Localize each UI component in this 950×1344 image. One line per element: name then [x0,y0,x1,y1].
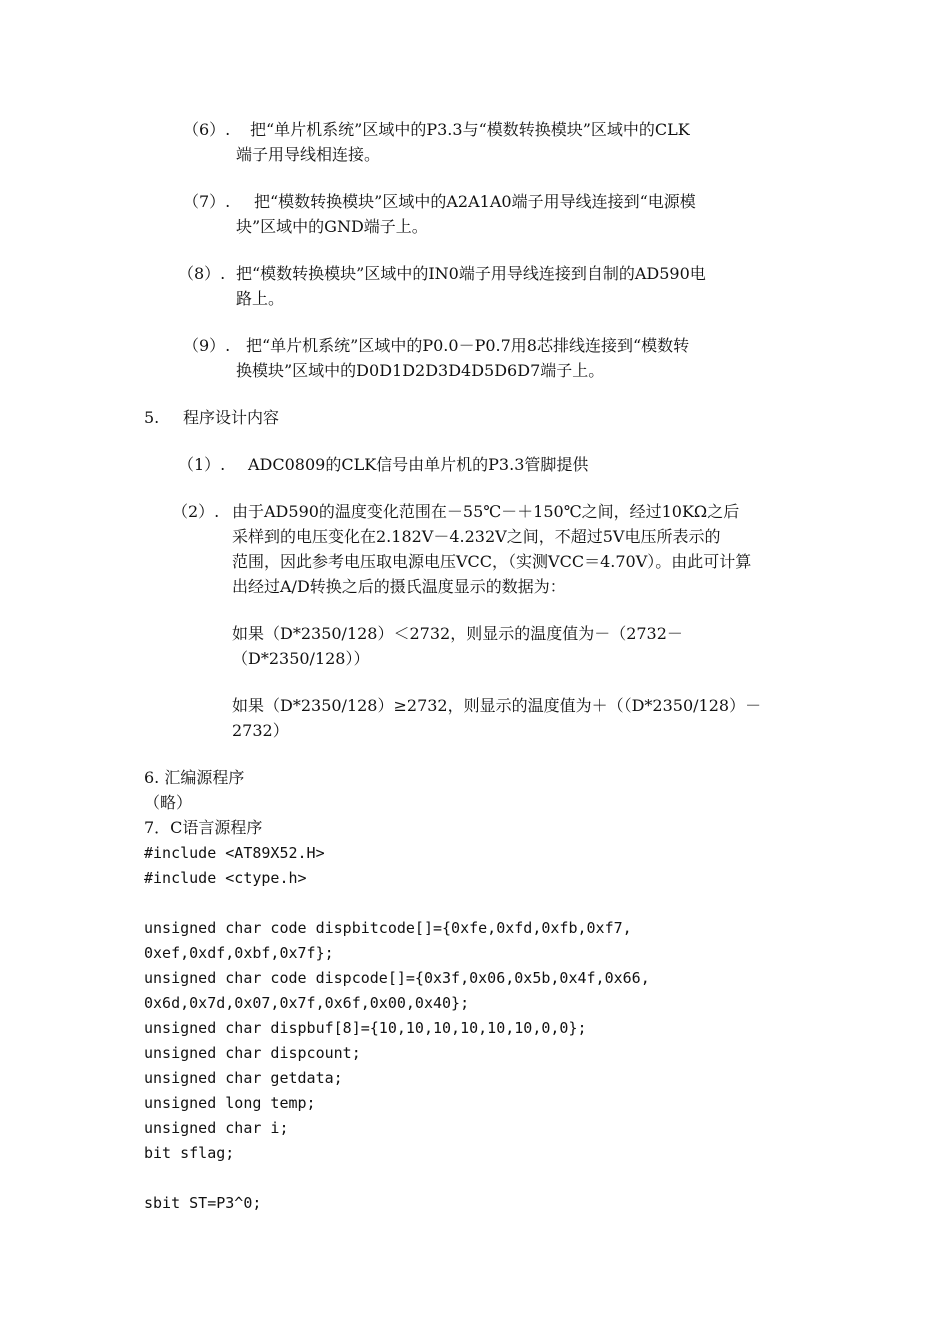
formula-1-line-2: （D*2350/128）） [232,649,370,668]
item-2-line-1: 由于AD590的温度变化范围在－55℃－＋150℃之间，经过10KΩ之后 [232,502,740,521]
section-6-note: （略） [144,793,193,812]
code-line: #include <AT89X52.H> [144,844,325,862]
code-line: unsigned long temp; [144,1094,316,1112]
code-line: 0x6d,0x7d,0x07,0x7f,0x6f,0x00,0x40}; [144,994,470,1012]
step-8-number: （8）. [178,264,226,283]
code-line: unsigned char getdata; [144,1069,343,1087]
step-6-line-2: 端子用导线相连接。 [236,145,381,164]
formula-2-line-1: 如果（D*2350/128）≥2732，则显示的温度值为＋（（D*2350/128）－ [232,696,762,715]
section-5-title: 程序设计内容 [183,408,280,427]
step-9-line-1: 把“单片机系统”区域中的P0.0－P0.7用8芯排线连接到“模数转 [246,336,690,355]
step-9-line-2: 换模块”区域中的D0D1D2D3D4D5D6D7端子上。 [236,361,605,380]
item-2-line-4: 出经过A/D转换之后的摄氏温度显示的数据为： [232,577,566,596]
step-7-line-2: 块”区域中的GND端子上。 [236,217,428,236]
item-2-number: （2）. [172,502,220,521]
code-line: 0xef,0xdf,0xbf,0x7f}; [144,944,334,962]
step-8-line-2: 路上。 [236,289,285,308]
code-line: unsigned char code dispbitcode[]={0xfe,0xfd,0xfb,0xf7, [144,919,632,937]
section-7-title: 7．C语言源程序 [144,818,263,837]
item-2-line-3: 范围，因此参考电压取电源电压VCC，（实测VCC＝4.70V）。由此可计算 [232,552,752,571]
code-line: #include <ctype.h> [144,869,307,887]
formula-1-line-1: 如果（D*2350/128）＜2732，则显示的温度值为－（2732－ [232,624,683,643]
formula-2-line-2: 2732） [232,721,289,740]
section-5-number: 5. [144,408,160,427]
item-1-number: （1）. [178,455,226,474]
step-6-line-1: 把“单片机系统”区域中的P3.3与“模数转换模块”区域中的CLK [250,120,690,139]
item-2-line-2: 采样到的电压变化在2.182V－4.232V之间，不超过5V电压所表示的 [232,527,721,546]
code-line: bit sflag; [144,1144,235,1162]
step-6-number: （6）. [183,120,231,139]
item-1-text: ADC0809的CLK信号由单片机的P3.3管脚提供 [248,455,589,474]
section-6-title: 6. 汇编源程序 [144,768,245,787]
step-8-line-1: 把“模数转换模块”区域中的IN0端子用导线连接到自制的AD590电 [236,264,706,283]
code-line: unsigned char dispbuf[8]={10,10,10,10,10,10,0,0}; [144,1019,587,1037]
code-line: unsigned char i; [144,1119,289,1137]
step-9-number: （9）. [183,336,231,355]
step-7-line-1: 把“模数转换模块”区域中的A2A1A0端子用导线连接到“电源模 [254,192,696,211]
code-line: unsigned char dispcount; [144,1044,361,1062]
step-7-number: （7）. [183,192,231,211]
code-line: unsigned char code dispcode[]={0x3f,0x06,0x5b,0x4f,0x66, [144,969,650,987]
code-line: sbit ST=P3^0; [144,1194,262,1212]
